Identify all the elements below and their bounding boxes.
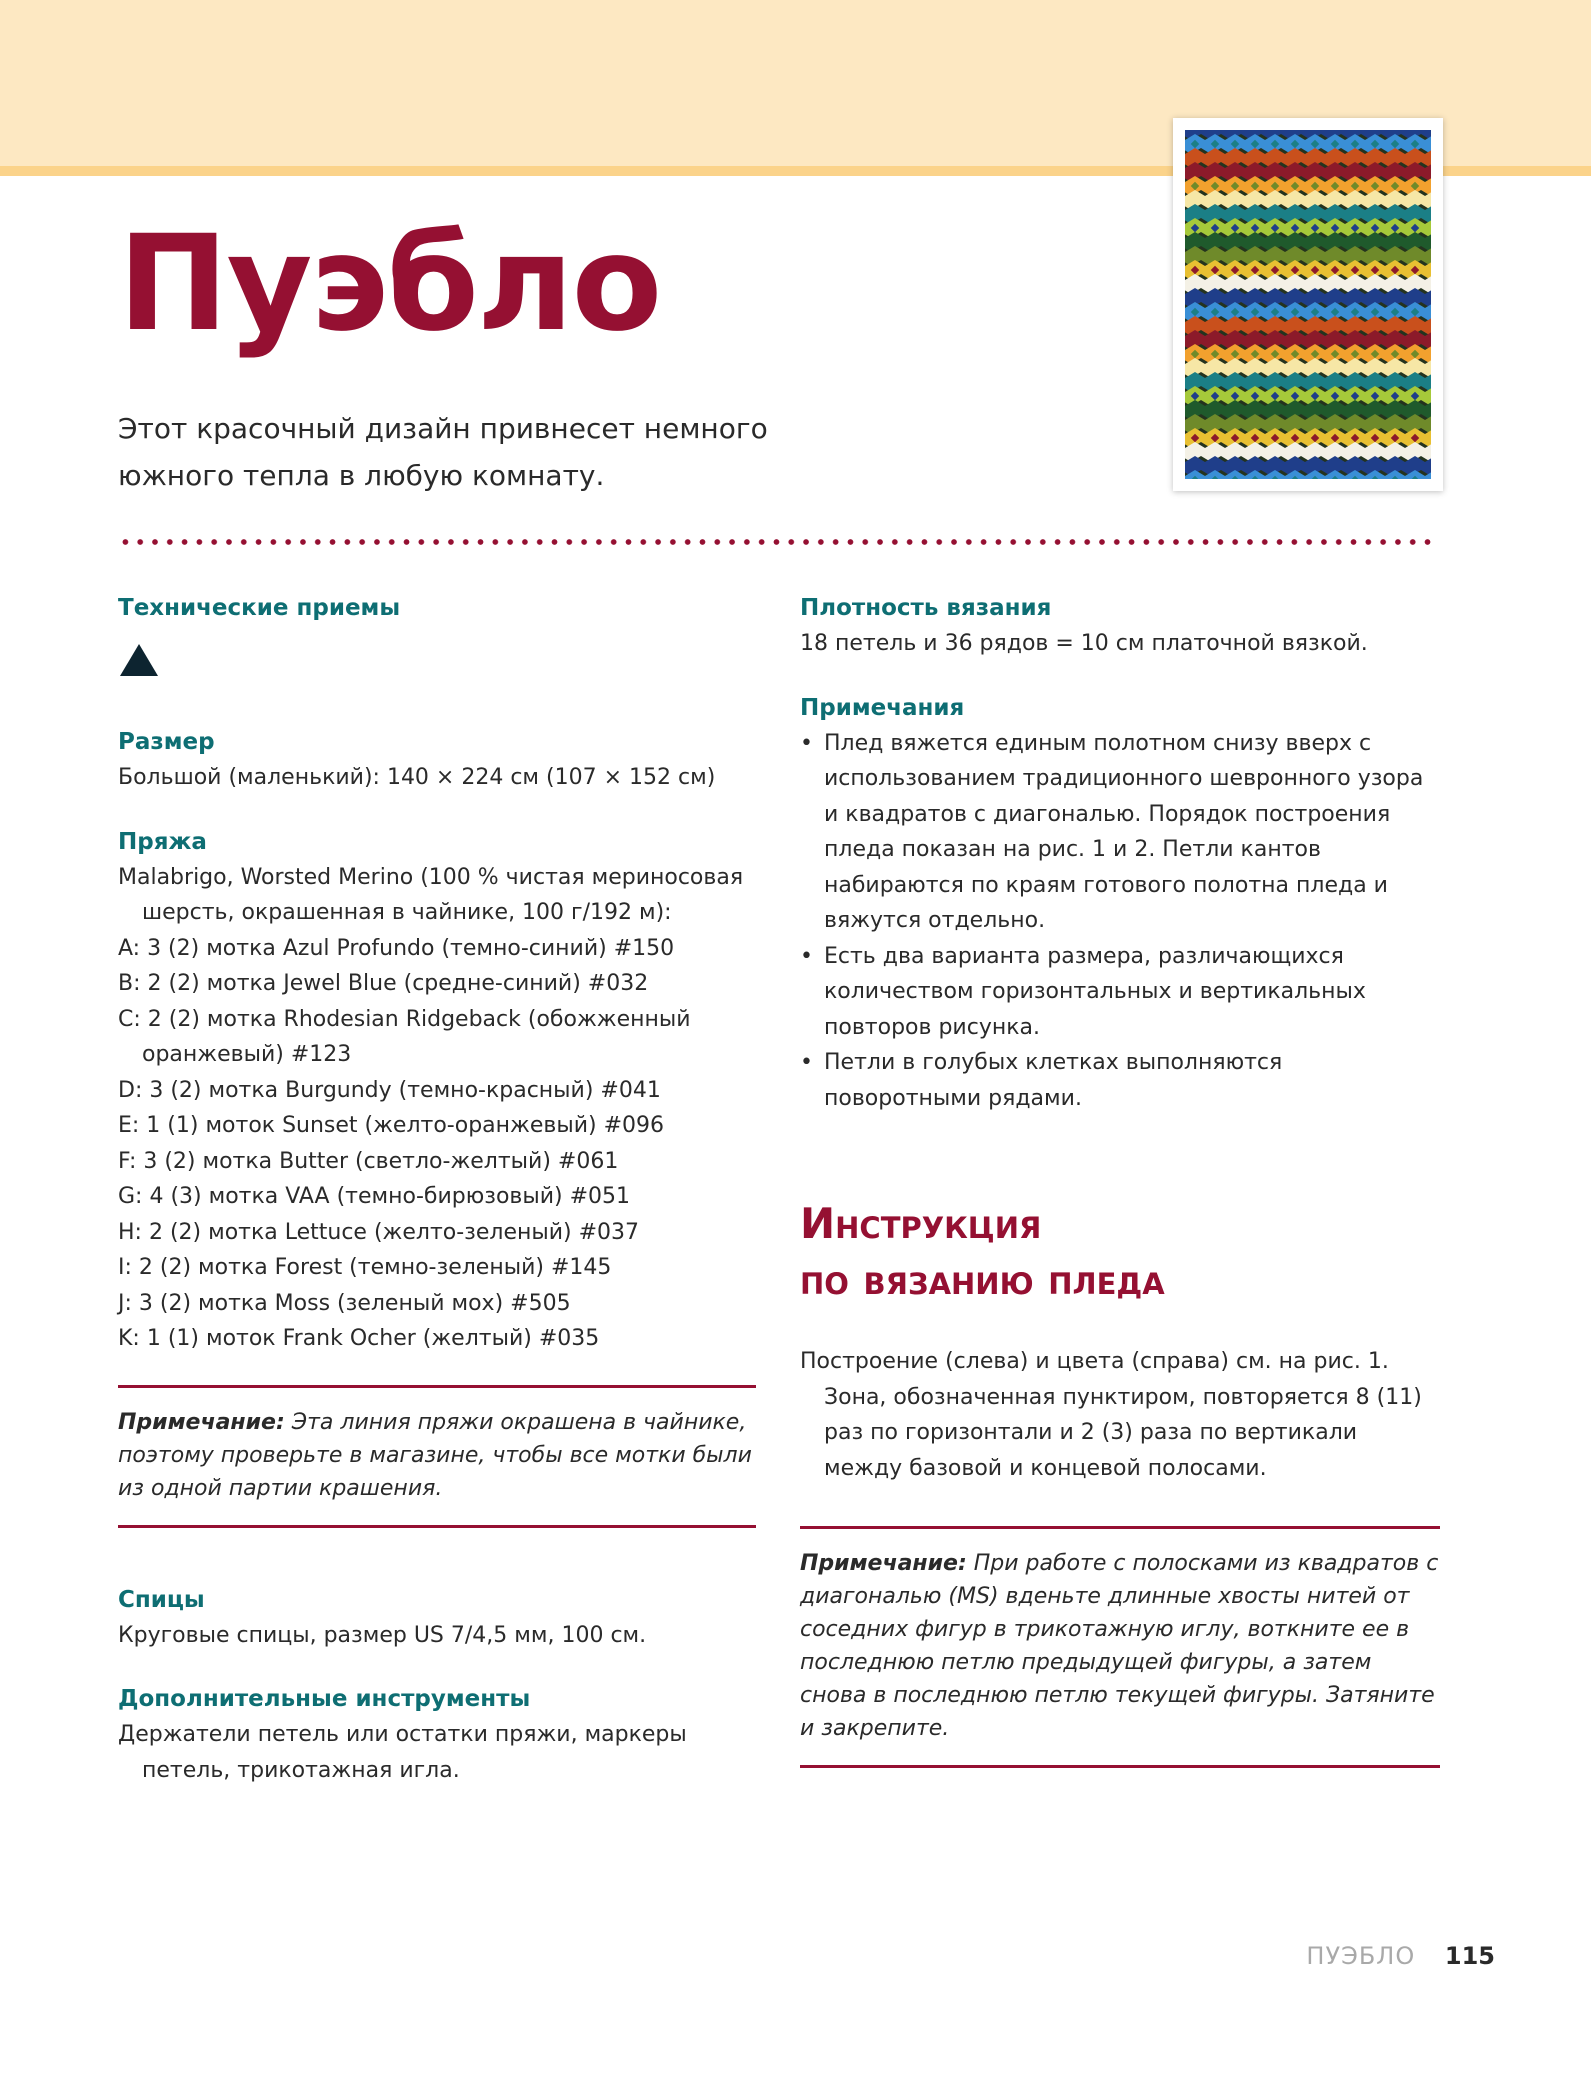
yarn-line: G: 4 (3) мотка VAA (темно-бирюзовый) #051 — [118, 1184, 631, 1209]
work-note-box — [800, 1526, 1440, 1768]
page-title: Пуэбло — [118, 207, 661, 361]
notes-list — [800, 726, 1440, 1117]
yarn-line: C: 2 (2) мотка Rhodesian Ridgeback (обожженный оранжевый) #123 — [118, 1006, 691, 1067]
notes-section — [800, 690, 1440, 1117]
needles-heading: Спицы — [118, 1586, 205, 1613]
left-column — [118, 590, 756, 1816]
blanket-pattern-image — [1185, 130, 1431, 479]
yarn-line: F: 3 (2) мотка Butter (светло-желтый) #061 — [118, 1148, 619, 1174]
tools-section — [118, 1681, 756, 1788]
blanket-thumbnail — [1173, 118, 1443, 491]
size-heading: Размер — [118, 729, 215, 755]
technique-icon-wrap — [118, 626, 756, 696]
techniques-section — [118, 590, 756, 696]
yarn-line: K: 1 (1) моток Frank Ocher (желтый) #035 — [118, 1326, 600, 1351]
page-footer — [1306, 1942, 1495, 1970]
instructions-heading-line2: по вязанию пледа — [800, 1255, 1165, 1304]
size-text: Большой (маленький): 140 × 224 см (107 × 152 см) — [118, 765, 716, 790]
gauge-text: 18 петель и 36 рядов = 10 см платочной вязкой. — [800, 631, 1368, 656]
tools-text: Держатели петель или остатки пряжи, маркеры петель, трикотажная игла. — [118, 1722, 687, 1783]
yarn-line: Malabrigo, Worsted Merino (100 % чистая мериносовая шерсть, окрашенная в чайнике, 100 г/192 м): — [118, 864, 744, 925]
list-item: • Петли в голубых клетках выполняются поворотными рядами. — [800, 1045, 1440, 1116]
instructions-section — [800, 1196, 1440, 1486]
dotted-divider — [118, 538, 1438, 546]
yarn-line: E: 1 (1) моток Sunset (желто-оранжевый) #096 — [118, 1113, 665, 1138]
note-label: Примечание: — [800, 1551, 967, 1576]
techniques-heading: Технические приемы — [118, 595, 401, 621]
note-text: При работе с полосками из квадратов с диагональю (MS) вденьте длинные хвосты нитей от соседних фигур в трикотажную иглу, воткните ее в последнюю петлю предыдущей фигуры, а затем снова в последнюю петлю текущей фигуры. Затяните и закрепите. — [800, 1551, 1439, 1741]
yarn-line: H: 2 (2) мотка Lettuce (желто-зеленый) #037 — [118, 1219, 640, 1245]
note-text: Эта линия пряжи окрашена в чайнике, поэтому проверьте в магазине, чтобы все мотки были из одной партии крашения. — [118, 1409, 752, 1501]
yarn-line: A: 3 (2) мотка Azul Profundo (темно-синий) #150 — [118, 935, 675, 961]
triangle-icon — [120, 644, 158, 676]
list-item: • Плед вяжется единым полотном снизу вверх с использованием традиционного шевронного узора и квадратов с диагональю. Порядок построения пледа показан на рис. 1 и 2. Петли кантов набираются по краям готового полотна пледа и вяжутся отдельно. — [800, 726, 1440, 939]
notes-heading: Примечания — [800, 694, 965, 721]
gauge-section — [800, 590, 1440, 662]
instructions-heading-line1: Инструкция — [800, 1199, 1042, 1248]
intro-text: Этот красочный дизайн привнесет немного южного тепла в любую комнату. — [118, 412, 768, 492]
tools-heading: Дополнительные инструменты — [118, 1686, 531, 1712]
gauge-heading: Плотность вязания — [800, 595, 1052, 621]
yarn-line: I: 2 (2) мотка Forest (темно-зеленый) #145 — [118, 1255, 612, 1280]
list-item: • Есть два варианта размера, различающихся количеством горизонтальных и вертикальных повторов рисунка. — [800, 939, 1440, 1046]
note-label: Примечание: — [118, 1409, 285, 1435]
size-section — [118, 724, 756, 796]
right-column — [800, 590, 1440, 1822]
needles-text: Круговые спицы, размер US 7/4,5 мм, 100 см. — [118, 1622, 647, 1648]
yarn-heading: Пряжа — [118, 828, 207, 855]
yarn-note-box — [118, 1385, 756, 1528]
instructions-text: Построение (слева) и цвета (справа) см. на рис. 1. Зона, обозначенная пунктиром, повторяется 8 (11) раз по горизонтали и 2 (3) раза по вертикали между базовой и концевой полосами. — [800, 1349, 1422, 1481]
yarn-line: J: 3 (2) мотка Moss (зеленый мох) #505 — [118, 1290, 571, 1316]
yarn-line: D: 3 (2) мотка Burgundy (темно-красный) #041 — [118, 1077, 661, 1103]
needles-section — [118, 1582, 756, 1654]
running-head: ПУЭБЛО — [1306, 1942, 1416, 1970]
instructions-heading — [800, 1196, 1440, 1308]
yarn-line: B: 2 (2) мотка Jewel Blue (средне-синий) #032 — [118, 971, 649, 996]
yarn-section — [118, 824, 756, 1357]
page-number: 115 — [1444, 1942, 1495, 1970]
